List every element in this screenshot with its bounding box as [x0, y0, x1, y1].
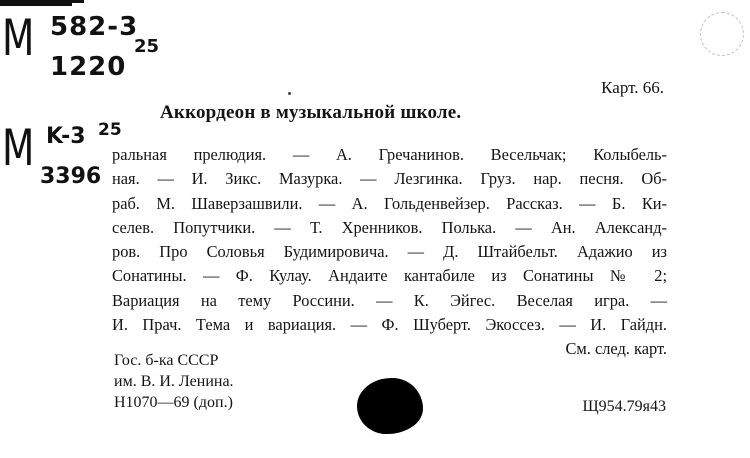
body-line: селев. Попутчики. — Т. Хренников. Полька. — Ан. Александ- [112, 217, 667, 237]
handwritten-superscript-top: 25 [134, 36, 160, 57]
body-line: И. Прач. Тема и вариация. — Ф. Шуберт. Экоссез. — И. Гайдн. [112, 315, 667, 335]
body-line: ная. — И. Зикс. Мазурка. — Лезгинка. Груз. нар. песня. Об- [112, 169, 667, 189]
library-named-after: им. В. И. Ленина. [114, 373, 234, 390]
classification-code: Щ954.79я43 [582, 398, 666, 415]
handwritten-superscript-bottom: 25 [98, 120, 122, 140]
handwritten-m-mark-bottom: M [2, 119, 35, 177]
handwritten-shelf-number-bottom: K-3 [46, 124, 86, 149]
card-body [112, 143, 667, 362]
ink-dot [288, 92, 291, 95]
body-line: Вариация на тему Россини. — К. Эйгес. Веселая игра. — [112, 290, 667, 310]
library-name: Гос. б-ка СССР [114, 352, 219, 369]
handwritten-fraction-line-bottom [0, 3, 72, 6]
see-next-card: См. след. карт. [565, 339, 667, 359]
handwritten-inventory-number-bottom: 3396 [40, 164, 102, 189]
card-title: Аккордеон в музыкальной школе. [160, 102, 462, 123]
handwritten-inventory-number-top: 1220 [50, 52, 127, 82]
card-number: Карт. 66. [601, 78, 664, 97]
body-line: ральная прелюдия. — А. Гречанинов. Весельчак; Колыбель- [112, 145, 667, 164]
card-order-number: Н1070—69 (доп.) [114, 394, 233, 411]
handwritten-m-mark-top: M [2, 9, 35, 67]
ink-blot [357, 378, 423, 434]
library-stamp-icon [700, 12, 744, 56]
handwritten-shelf-number-top: 582-3 [50, 12, 139, 42]
body-line: раб. М. Шаверзашвили. — А. Гольденвейзер. Рассказ. — Б. Ки- [112, 193, 667, 213]
library-info [114, 350, 234, 413]
body-line: Сонатины. — Ф. Кулау. Андаите кантабиле из Сонатины № 2; [112, 266, 667, 286]
body-line: ров. Про Соловья Будимировича. — Д. Штайбельт. Адажио из [112, 242, 667, 262]
